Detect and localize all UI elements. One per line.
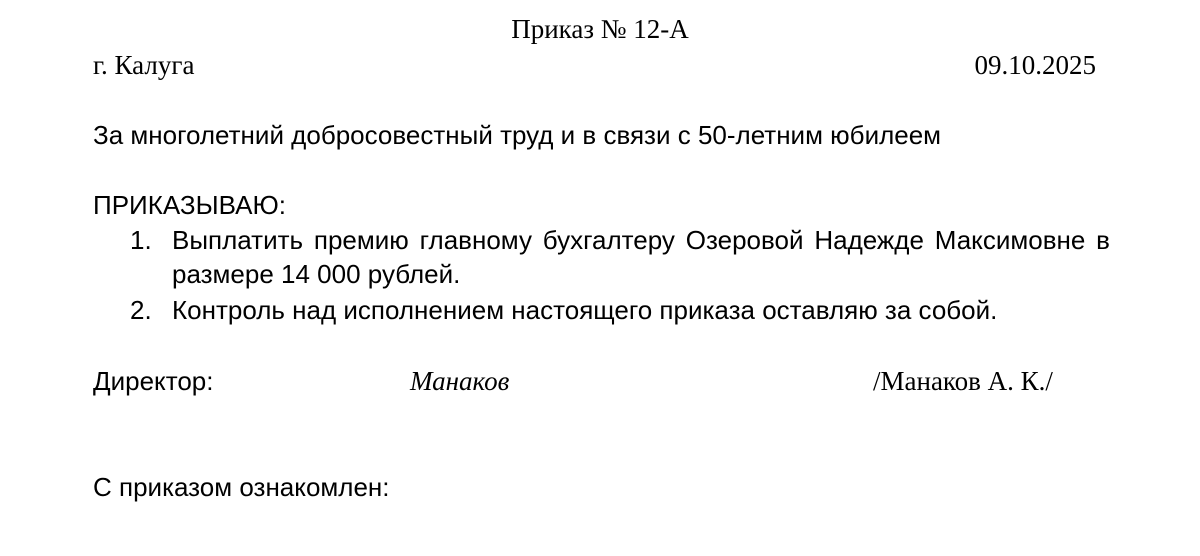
list-item	[93, 293, 1110, 327]
acquainted-label: С приказом ознакомлен:	[93, 472, 390, 502]
list-item-number: 2.	[130, 295, 152, 325]
order-word: ПРИКАЗЫВАЮ:	[93, 190, 286, 220]
signature-role: Директор:	[93, 366, 214, 396]
handwritten-signature: Манаков	[410, 366, 510, 396]
signatory-name: /Манаков А. К./	[873, 366, 1053, 396]
document-date: 09.10.2025	[974, 50, 1096, 80]
order-items-list	[93, 223, 1110, 329]
list-item	[93, 223, 1110, 291]
list-item-text: Контроль над исполнением настоящего приказа оставляю за собой.	[172, 295, 998, 325]
document-preamble: За многолетний добросовестный труд и в связи с 50-летним юбилеем	[93, 120, 942, 150]
list-item-text: Выплатить премию главному бухгалтеру Озеровой Надежде Максимовне в размере 14 000 рублей.	[172, 225, 1110, 289]
document-city: г. Калуга	[93, 50, 195, 80]
list-item-number: 1.	[130, 225, 152, 255]
document-title: Приказ № 12-А	[511, 14, 689, 44]
